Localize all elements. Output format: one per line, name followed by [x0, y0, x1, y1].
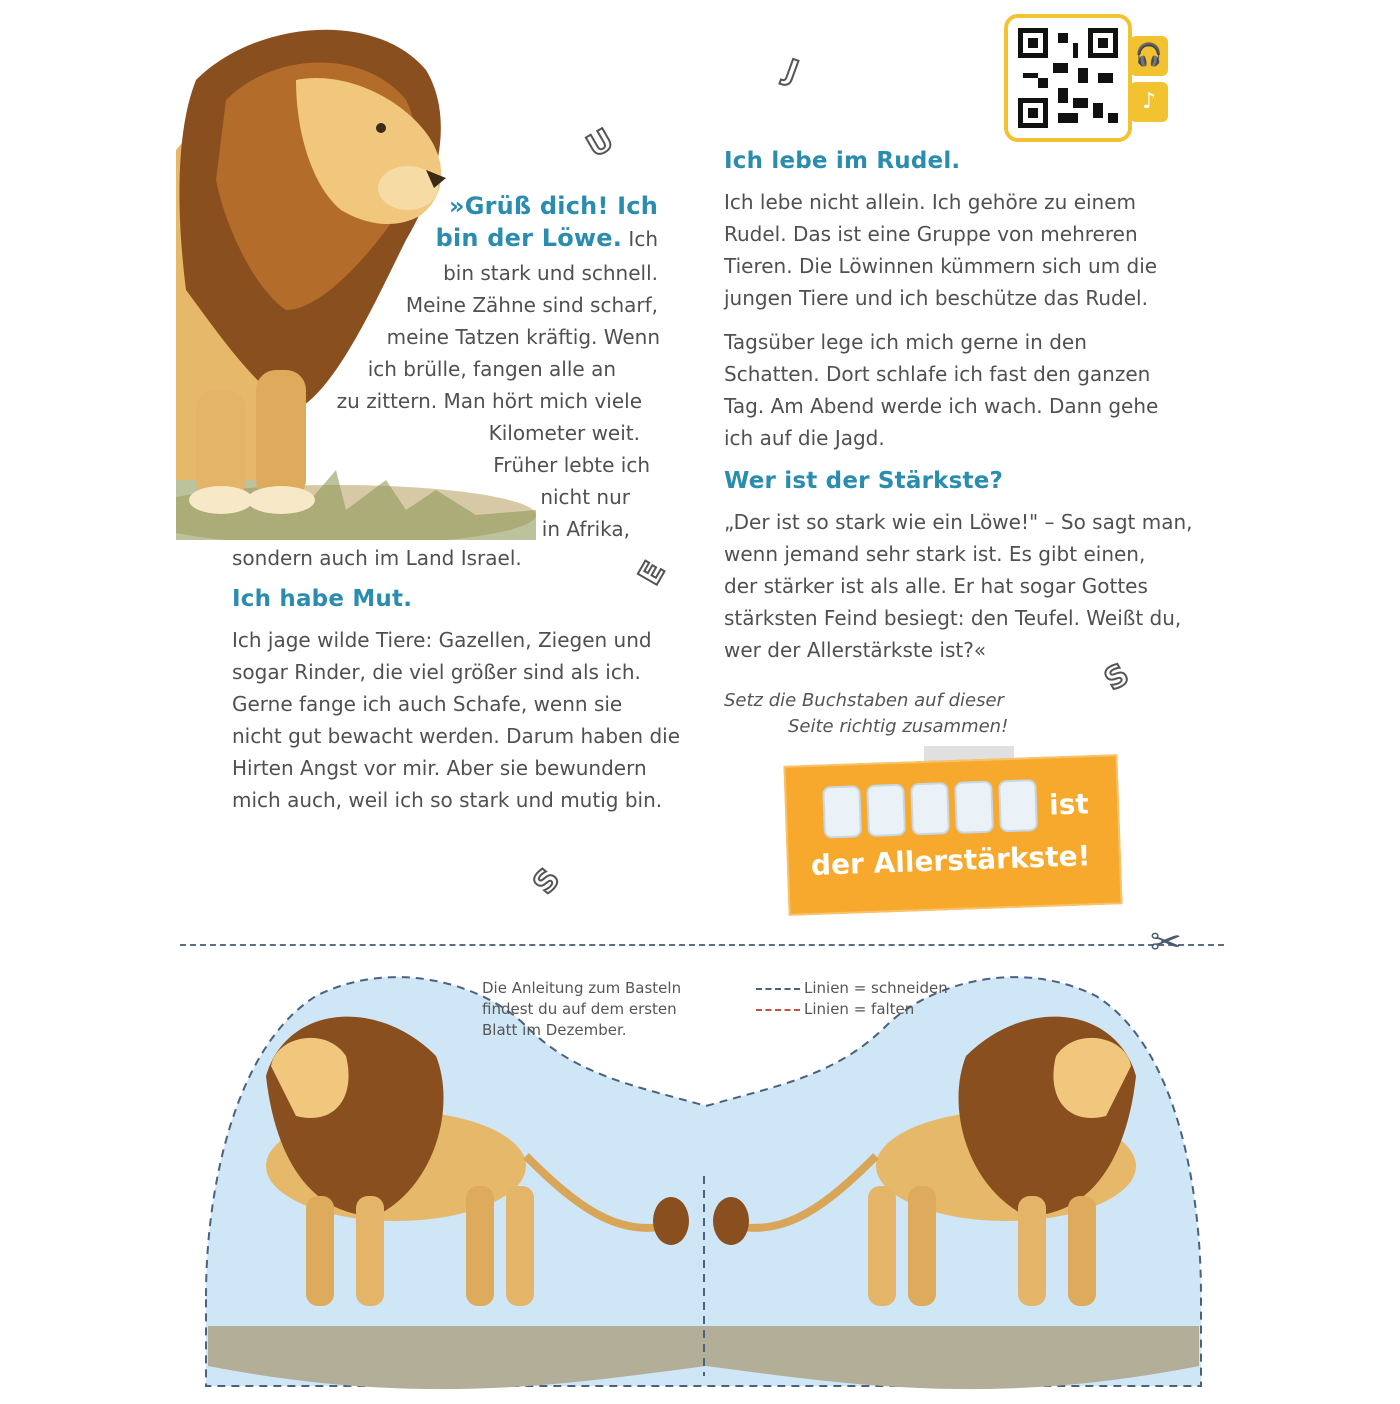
section-rudel-text [724, 186, 1194, 454]
intro-greeting: »Grüß dich! Ich [448, 192, 658, 220]
intro-line: Kilometer weit. [488, 421, 640, 445]
legend [756, 978, 976, 1020]
section-mut-text [232, 624, 692, 816]
paragraph-line: mich auch, weil ich so stark und mutig bin. [232, 788, 663, 812]
paragraph-line: jungen Tiere und ich beschütze das Rudel. [724, 286, 1148, 310]
qr-code-frame[interactable] [1004, 14, 1132, 142]
section-staerkste-text [724, 506, 1204, 666]
paragraph-line: Tieren. Die Löwinnen kümmern sich um die [724, 254, 1158, 278]
banner-line2: der Allerstärkste! [810, 839, 1091, 882]
paragraph-line: Rudel. Das ist eine Gruppe von mehreren [724, 222, 1138, 246]
fold-dash-icon [756, 1009, 800, 1011]
instruction-line: findest du auf dem ersten [482, 1000, 677, 1018]
answer-box[interactable] [910, 782, 950, 835]
letter-s-bottom: S [526, 861, 568, 902]
qr-code-icon [1013, 23, 1123, 133]
intro-line: nicht nur [540, 485, 630, 509]
intro-text [232, 190, 658, 545]
intro-line: Meine Zähne sind scharf, [405, 293, 658, 317]
intro-line: meine Tatzen kräftig. Wenn [386, 325, 660, 349]
paragraph-line: ich auf die Jagd. [724, 426, 885, 450]
puzzle-hint [724, 688, 1024, 740]
craft-instruction [482, 978, 702, 1041]
scissors-icon[interactable]: ✂ [1150, 920, 1182, 964]
legend-fold-label: Linien = falten [804, 1000, 915, 1018]
intro-line: Früher lebte ich [493, 453, 650, 477]
paragraph-line: wer der Allerstärkste ist?« [724, 638, 987, 662]
answer-box[interactable] [822, 785, 862, 838]
puzzle-hint-line: Setz die Buchstaben auf dieser [724, 690, 1004, 711]
paragraph-line: Hirten Angst vor mir. Aber sie bewundern [232, 756, 647, 780]
instruction-line: Blatt im Dezember. [482, 1021, 627, 1039]
paragraph-line: nicht gut bewacht werden. Darum haben die [232, 724, 680, 748]
intro-last-line: sondern auch im Land Israel. [232, 546, 522, 570]
answer-box[interactable] [866, 784, 906, 837]
music-note-icon[interactable]: ♪ [1130, 82, 1168, 122]
legend-cut-label: Linien = schneiden [804, 979, 948, 997]
paragraph-line: stärksten Feind besiegt: den Teufel. Weißt du, [724, 606, 1182, 630]
paragraph-line: der stärker ist als alle. Er hat sogar Gottes [724, 574, 1148, 598]
legend-fold [756, 999, 976, 1020]
cut-line [180, 944, 1224, 946]
heading-mut: Ich habe Mut. [232, 586, 413, 612]
headphones-icon[interactable]: 🎧 [1130, 36, 1168, 76]
instruction-line: Die Anleitung zum Basteln [482, 979, 682, 997]
paragraph-line: Ich jage wilde Tiere: Gazellen, Ziegen und [232, 628, 652, 652]
letter-e: E [631, 555, 673, 592]
paragraph-line: Ich lebe nicht allein. Ich gehöre zu einem [724, 190, 1137, 214]
paragraph-line: Tag. Am Abend werde ich wach. Dann gehe [724, 394, 1159, 418]
letter-j: J [780, 53, 803, 90]
paragraph-line: Gerne fange ich auch Schafe, wenn sie [232, 692, 623, 716]
heading-rudel: Ich lebe im Rudel. [724, 148, 961, 174]
intro-line-title [232, 222, 658, 257]
puzzle-hint-line: Seite richtig zusammen! [788, 716, 1009, 737]
answer-banner [783, 754, 1122, 916]
intro-line: bin stark und schnell. [443, 261, 658, 285]
heading-staerkste: Wer ist der Stärkste? [724, 468, 1004, 494]
intro-name: bin der Löwe. [435, 224, 623, 252]
paragraph-line: „Der ist so stark wie ein Löwe!" – So sagt man, [724, 510, 1193, 534]
letter-u: U [580, 122, 620, 165]
intro-line: zu zittern. Man hört mich viele [336, 389, 642, 413]
paragraph-line: Tagsüber lege ich mich gerne in den [724, 330, 1087, 354]
intro-line: in Afrika, [541, 517, 630, 541]
paragraph-line: sogar Rinder, die viel größer sind als ich. [232, 660, 641, 684]
answer-box[interactable] [998, 779, 1038, 832]
cut-dash-icon [756, 988, 800, 990]
paragraph-line: wenn jemand sehr stark ist. Es gibt einen, [724, 542, 1146, 566]
answer-box[interactable] [954, 781, 994, 834]
legend-cut [756, 978, 976, 999]
paragraph-line: Schatten. Dort schlafe ich fast den ganzen [724, 362, 1151, 386]
intro-line-rest: Ich [622, 227, 658, 251]
banner-suffix: ist [1048, 786, 1090, 822]
letter-s-right: S [1098, 656, 1135, 699]
intro-line: ich brülle, fangen alle an [367, 357, 616, 381]
